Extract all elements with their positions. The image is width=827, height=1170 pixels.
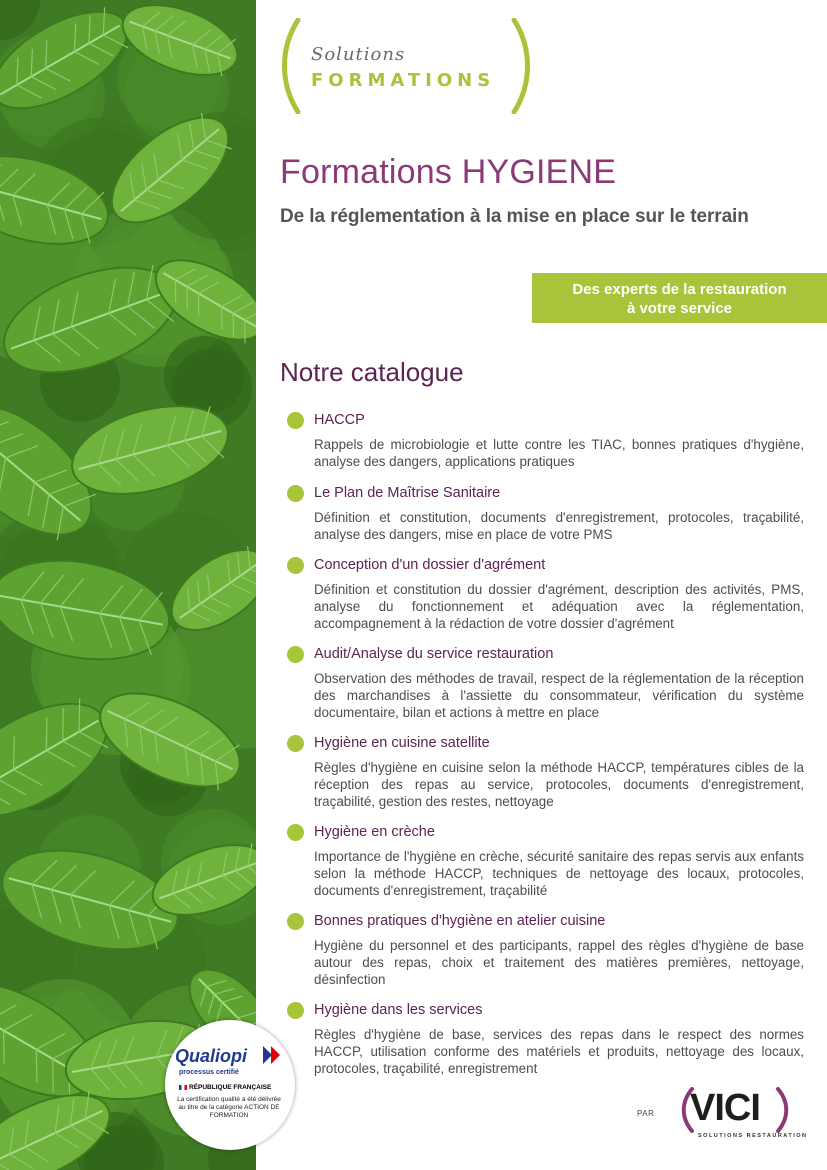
catalogue-item-haccp xyxy=(287,410,804,470)
catalogue-item-atelier-cuisine xyxy=(287,911,804,988)
catalogue-item-agrement xyxy=(287,555,804,632)
page-title: Formations HYGIENE xyxy=(280,153,617,191)
catalogue-item-services xyxy=(287,1000,804,1077)
item-title: Bonnes pratiques d'hygiène en atelier cuisine xyxy=(314,913,606,929)
item-description: Règles d'hygiène de base, services des repas dans le respect des normes HACCP, utilisation conforme des matériels et produits, nettoyage des locaux, protocoles, traçabilité, enregistrement xyxy=(314,1027,804,1076)
qualiopi-certification-text: La certification qualité a été délivrée au titre de la catégorie ACTION DE FORMATION xyxy=(177,1096,281,1119)
bullet-icon xyxy=(287,824,304,841)
item-title: Hygiène en crèche xyxy=(314,824,435,840)
catalogue-item-cuisine-satellite xyxy=(287,733,804,810)
page-subtitle: De la réglementation à la mise en place sur le terrain xyxy=(280,206,749,227)
catalogue-title: Notre catalogue xyxy=(280,357,464,387)
vici-subtitle: SOLUTIONS RESTAURATION xyxy=(698,1133,808,1139)
item-description: Importance de l'hygiène en crèche, sécurité sanitaire des repas servis aux enfants selon la méthode HACCP, techniques de nettoyage des locaux, protocoles, documents d'enregistrement, traçabilité xyxy=(314,849,804,898)
item-description: Règles d'hygiène en cuisine selon la méthode HACCP, températures cibles de la réception des repas au service, protocoles, documents d'enregistrement, traçabilité, gestion des restes, nettoyage xyxy=(314,760,804,809)
republique-label: RÉPUBLIQUE FRANÇAISE xyxy=(189,1084,272,1091)
item-description: Observation des méthodes de travail, respect de la réglementation de la réception des marchandises à l'assiette du consommateur, vérification du système documentaire, bilan et actions à mettre en place xyxy=(314,671,804,720)
vici-logo xyxy=(680,1085,808,1145)
logo-formations-text: FORMATIONS xyxy=(311,70,496,91)
qualiopi-badge xyxy=(165,1020,295,1150)
item-description: Définition et constitution, documents d'enregistrement, protocoles, traçabilité, analyse des dangers, mise en place de votre PMS xyxy=(314,510,804,542)
french-flag-icon xyxy=(179,1085,187,1090)
item-description: Définition et constitution du dossier d'agrément, description des activités, PMS, analyse du fonctionnement et adéquation avec la réglementation, accompagnement à la rédaction de votre dossier d'agrément xyxy=(314,582,804,631)
item-title: Hygiène dans les services xyxy=(314,1002,483,1018)
catalogue-item-pms xyxy=(287,483,804,543)
logo-solutions-text: Solutions xyxy=(311,44,406,65)
bullet-icon xyxy=(287,557,304,574)
republique-francaise xyxy=(179,1084,271,1091)
experts-banner xyxy=(532,273,827,323)
bullet-icon xyxy=(287,1002,304,1019)
bullet-icon xyxy=(287,412,304,429)
right-parenthesis-icon xyxy=(510,18,534,114)
item-title: Audit/Analyse du service restauration xyxy=(314,646,554,662)
vici-wordmark: VICI xyxy=(690,1087,760,1129)
experts-line-2: à votre service xyxy=(626,300,733,317)
item-title: Conception d'un dossier d'agrément xyxy=(314,557,546,573)
qualiopi-name: Qualiopi xyxy=(175,1046,247,1066)
item-title: Le Plan de Maîtrise Sanitaire xyxy=(314,485,501,501)
item-title: Hygiène en cuisine satellite xyxy=(314,735,490,751)
par-label: PAR xyxy=(637,1109,655,1118)
experts-line-1: Des experts de la restauration xyxy=(572,281,787,298)
catalogue-item-creche xyxy=(287,822,804,899)
qualiopi-arrows-icon xyxy=(261,1044,283,1071)
item-description: Hygiène du personnel et des participants, rappel des règles d'hygiène de base autour des repas, choix et traitement des matières premières, nettoyage, désinfection xyxy=(314,938,804,987)
bullet-icon xyxy=(287,485,304,502)
bullet-icon xyxy=(287,646,304,663)
qualiopi-tagline: processus certifié xyxy=(179,1069,239,1076)
bullet-icon xyxy=(287,913,304,930)
bullet-icon xyxy=(287,735,304,752)
item-title: HACCP xyxy=(314,412,365,428)
left-parenthesis-icon xyxy=(278,18,302,114)
solutions-formations-logo xyxy=(278,18,538,114)
vici-right-paren-icon xyxy=(776,1087,790,1133)
catalogue-item-audit xyxy=(287,644,804,721)
mint-leaves-photo xyxy=(0,0,256,1170)
item-description: Rappels de microbiologie et lutte contre les TIAC, bonnes pratiques d'hygiène, analyse des dangers, applications pratiques xyxy=(314,437,804,469)
